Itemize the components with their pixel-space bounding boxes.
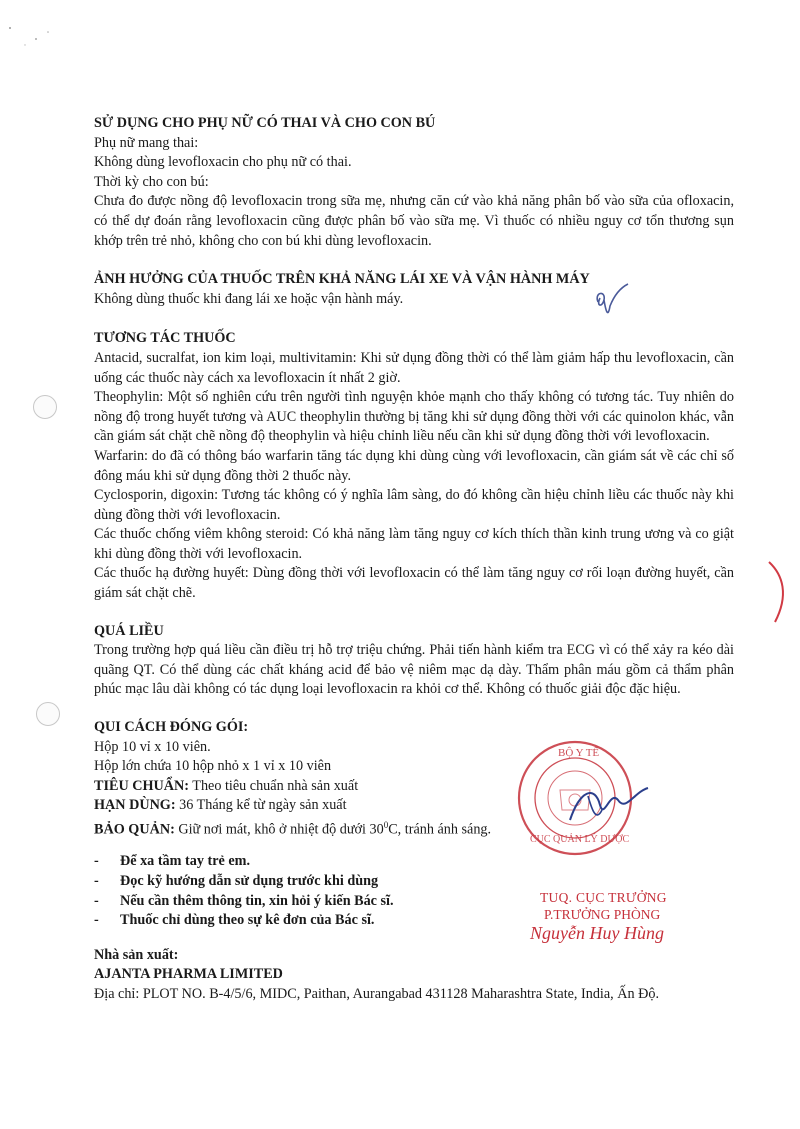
warning-text: Nếu cần thêm thông tin, xin hỏi ý kiến Bác sĩ. [120,892,394,909]
storage-value-end: C, tránh ánh sáng. [388,821,492,838]
interaction-paragraph: Antacid, sucralfat, ion kim loại, multivitamin: Khi sử dụng đồng thời có thể làm giảm hấp thu levofloxacin, cần uống các thuốc này cách xa levofloxacin ít nhất 2 giờ. [94,349,734,386]
pregnancy-section [94,114,734,251]
signer-name: Nguyễn Huy Hùng [530,923,664,943]
stamp-top-text: BỘ Y TẾ [558,747,600,759]
driving-section [94,270,734,309]
breastfeeding-line: Thời kỳ cho con bú: [94,173,209,190]
driving-heading: ẢNH HƯỞNG CỦA THUỐC TRÊN KHẢ NĂNG LÁI XE VÀ VẬN HÀNH MÁY [94,271,590,288]
warning-text: Đọc kỹ hướng dẫn sử dụng trước khi dùng [120,872,379,889]
warning-text: Thuốc chỉ dùng theo sự kê đơn của Bác sĩ. [120,912,375,929]
overdose-section [94,622,734,700]
bullet-dash: - [94,892,99,909]
binder-hole-top [33,395,57,419]
interaction-paragraph: Cyclosporin, digoxin: Tương tác không có ý nghĩa lâm sàng, do đó không cần hiệu chỉnh liều các thuốc này khi dùng đồng thời với levofloxacin. [94,487,734,523]
official-stamp [500,730,650,880]
stamp-bottom-text: CỤC QUẢN LÝ DƯỢC [530,834,630,845]
interaction-paragraph: Các thuốc hạ đường huyết: Dùng đồng thời với levofloxacin có thể làm tăng nguy cơ rối loạn đường huyết, cần giám sát chặt chẽ. [94,565,734,602]
storage-superscript: 0 [383,820,389,830]
packaging-heading: QUI CÁCH ĐÓNG GÓI: [94,719,249,736]
storage-label: BẢO QUẢN: [94,821,175,838]
standard-label: TIÊU CHUẨN: [94,777,189,794]
expiry-label: HẠN DÙNG: [94,797,176,814]
storage-value: Giữ nơi mát, khô ở nhiệt độ dưới 30 [174,821,384,838]
expiry-value: 36 Tháng kể từ ngày sản xuất [175,797,347,814]
interactions-heading: TƯƠNG TÁC THUỐC [94,330,236,347]
signer-title-1: TUQ. CỤC TRƯỞNG [540,890,667,905]
interaction-paragraph: Warfarin: do đã có thông báo warfarin tăng tác dụng khi dùng cùng với levofloxacin, cần giám sát về các chỉ số đông máu khi sử dụng đồng thời 2 thuốc này. [94,447,734,484]
bullet-dash: - [94,853,99,870]
bullet-dash: - [94,872,99,889]
packaging-line: Hộp 10 vỉ x 10 viên. [94,738,211,755]
scan-specks [0,0,800,60]
interaction-paragraph: Theophylin: Một số nghiên cứu trên người tình nguyện khỏe mạnh cho thấy không có tương tác. Tuy nhiên do nồng độ trong huyết tương và AUC theophylin thường bị tăng khi sử dụng đồng thời với các quinolon khác, vẫn cần giám sát chặt chẽ nồng độ theophylin và hiệu chỉnh liều nếu cần khi sử dụng đồng thời với levofloxacin. [94,389,734,445]
binder-hole-bottom [36,702,60,726]
warning-text: Để xa tầm tay trẻ em. [120,853,250,870]
driving-text: Không dùng thuốc khi đang lái xe hoặc vận hành máy. [94,290,404,307]
interactions-section [94,329,734,603]
signer-title-2: P.TRƯỞNG PHÒNG [544,907,661,922]
red-edge-mark [765,560,795,630]
bullet-dash: - [94,912,99,929]
breastfeeding-paragraph: Chưa đo được nồng độ levofloxacin trong sữa mẹ, nhưng căn cứ vào khả năng phân bố vào sữa của ofloxacin, có thể dự đoán rằng levofloxacin cũng được phân bố vào sữa mẹ. Vì thuốc có nhiều nguy cơ tổn thương sụn khớp trên trẻ nhỏ, không cho con bú khi dùng levofloxacin. [94,193,734,249]
interaction-paragraph: Các thuốc chống viêm không steroid: Có khả năng làm tăng nguy cơ kích thích thần kinh trung ương và co giật khi dùng đồng thời với levofloxacin. [94,526,734,562]
pregnancy-line: Không dùng levofloxacin cho phụ nữ có thai. [94,154,352,171]
manufacturer-name: AJANTA PHARMA LIMITED [94,966,283,983]
pregnancy-heading: SỬ DỤNG CHO PHỤ NỮ CÓ THAI VÀ CHO CON BÚ [94,115,436,131]
packaging-line: Hộp lớn chứa 10 hộp nhỏ x 1 vỉ x 10 viên [94,758,332,775]
manufacturer-address: Địa chỉ: PLOT NO. B-4/5/6, MIDC, Paithan, Aurangabad 431128 Maharashtra State, India, Ấn Độ. [94,985,660,1002]
approval-signature-block [500,730,740,960]
overdose-heading: QUÁ LIỀU [94,622,164,639]
pregnancy-line: Phụ nữ mang thai: [94,134,199,151]
manufacturer-label: Nhà sản xuất: [94,946,179,963]
standard-value: Theo tiêu chuẩn nhà sản xuất [188,777,359,794]
overdose-paragraph: Trong trường hợp quá liều cần điều trị hỗ trợ triệu chứng. Phải tiến hành kiểm tra ECG vì có thể xảy ra kéo dài quãng QT. Có thể dùng các chất kháng acid để bảo vệ niêm mạc dạ dày. Thẩm phân máu gồm cả thẩm phân phúc mạc lâu dài không có tác dụng loại levofloxacin ra khỏi cơ thể. Không có thuốc giải độc đặc hiệu. [94,642,734,698]
